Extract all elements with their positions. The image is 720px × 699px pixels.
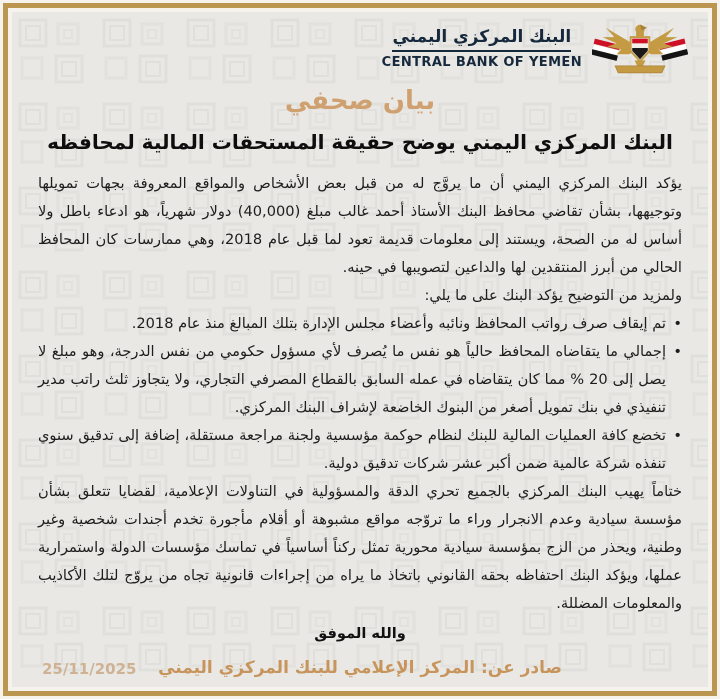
bullet-item-governance: • تخضع كافة العمليات المالية للبنك لنظام حوكمة مؤسسية ولجنة مراجعة مستقلة، إضافة إلى تدقيق سنوي تنفذه شركة عالمية ضمن أكبر عشر شركات تدقيق دولية. [38, 422, 682, 478]
bullet-item-governor-pay: • إجمالي ما يتقاضاه المحافظ حالياً هو نفس ما يُصرف لأي مسؤول حكومي من نفس الدرجة، وهو مبلغ لا يصل إلى 20 % مما كان يتقاضاه في عمله السابق بالقطاع المصرفي التجاري، ولا يتجاوز ثلث راتب مدير تنفيذي في بنك تمويل أصغر من البنوك الخاضعة لإشراف البنك المركزي. [38, 338, 682, 422]
press-release-title: بيان صحفي [284, 86, 436, 116]
document-body-area [12, 12, 708, 687]
headline: البنك المركزي اليمني يوضح حقيقة المستحقات المالية لمحافظه [47, 130, 673, 154]
date-stamp: 25/11/2025 [42, 660, 137, 678]
yemen-coat-of-arms-icon [592, 20, 688, 76]
body-text [30, 170, 690, 648]
bullet-list [38, 310, 682, 478]
header [30, 18, 690, 76]
issued-by-line: صادر عن: المركز الإعلامي للبنك المركزي اليمني [158, 658, 562, 678]
closing-paragraph: ختاماً يهيب البنك المركزي بالجميع تحري الدقة والمسؤولية في التناولات الإعلامية، لقضايا تتعلق بشأن مؤسسة سيادية وعدم الانجرار وراء ما تروّجه مواقع مشبوهة أو أقلام مأجورة تخدم أجندات شخصية وغير وطنية، ويحذر من الزج بمؤسسة سيادية محورية تمثل ركناً أساسياً في تماسك مؤسسات الدولة واستمرارية عملها، ويؤكد البنك احتفاظه بحقه القانوني باتخاذ ما يراه من إجراءات قانونية تجاه من يروّج لتلك الأكاذيب والمعلومات المضللة. [38, 483, 682, 612]
list-intro: ولمزيد من التوضيح يؤكد البنك على ما يلي: [424, 287, 682, 304]
bank-name-arabic: البنك المركزي اليمني [392, 27, 571, 52]
bank-name-english: CENTRAL BANK OF YEMEN [381, 54, 582, 70]
opening-paragraph: يؤكد البنك المركزي اليمني أن ما يروَّج له من قبل بعض الأشخاص والمواقع المعروفة بجهات تمويلها وتوجيهها، بشأن تقاضي محافظ البنك الأستاذ أحمد غالب مبلغ (40,000) دولار شهرياً، هو ادعاء باطل ولا أساس له من الصحة، ويستند إلى معلومات قديمة تعود لما قبل عام 2018، وهي ممارسات كان المحافظ الحالي من أبرز المنتقدين لها والداعين لتصويبها في حينه. [38, 175, 682, 276]
blessing-line: والله الموفق [314, 625, 406, 642]
bank-name-block [382, 27, 582, 70]
bullet-item-salaries: • تم إيقاف صرف رواتب المحافظ ونائبه وأعضاء مجلس الإدارة بتلك المبالغ منذ عام 2018. [38, 310, 682, 338]
